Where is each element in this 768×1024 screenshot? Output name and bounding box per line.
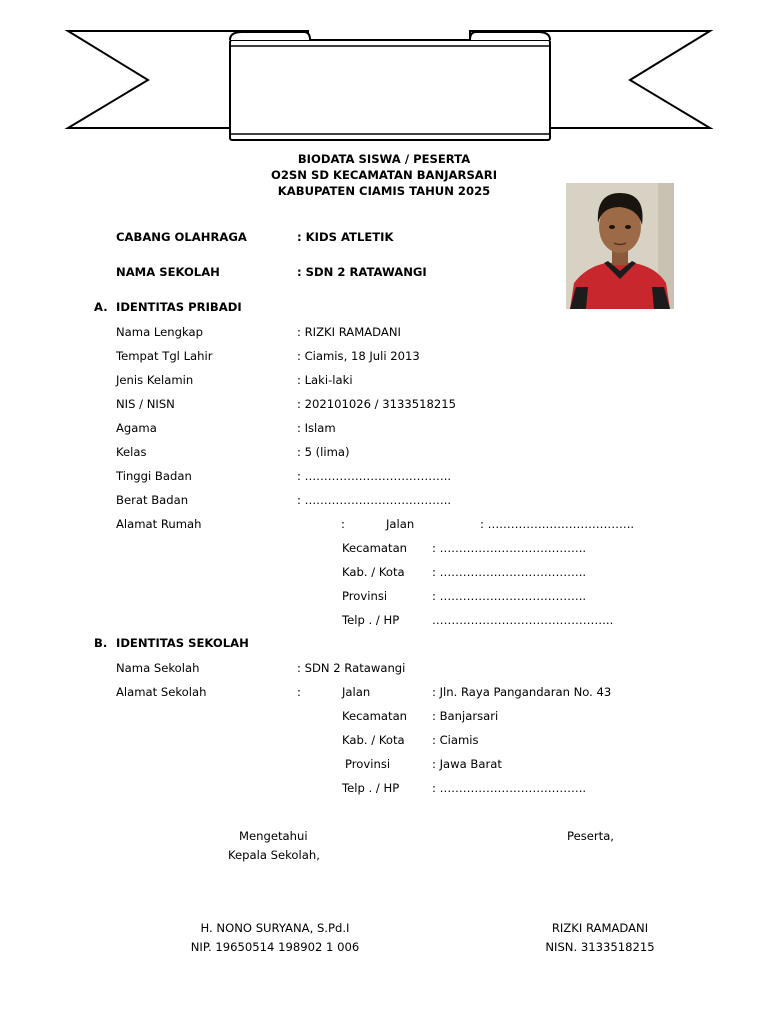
school-address-field-value: : Banjarsari xyxy=(432,709,499,723)
school-name-value: : SDN 2 RATAWANGI xyxy=(297,265,427,279)
home-address-colon: : xyxy=(341,517,345,531)
personal-field-label: Tempat Tgl Lahir xyxy=(116,349,213,363)
personal-field-label: Berat Badan xyxy=(116,493,189,507)
home-city-label: Kab. / Kota xyxy=(342,565,405,579)
student-portrait-icon xyxy=(566,183,674,309)
home-address-label: Alamat Rumah xyxy=(116,517,202,531)
school-address-label: Alamat Sekolah xyxy=(116,685,207,699)
home-city-value: : ……………………………….. xyxy=(432,565,587,579)
sign-left-line2: Kepala Sekolah, xyxy=(228,848,320,862)
section-b-letter: B. xyxy=(94,636,108,650)
header-title-line1: BIODATA SISWA / PESERTA xyxy=(297,152,471,166)
section-a-letter: A. xyxy=(94,300,108,314)
principal-nip: NIP. 19650514 198902 1 006 xyxy=(190,940,360,954)
personal-field-label: Agama xyxy=(116,421,157,435)
sport-branch-value: : KIDS ATLETIK xyxy=(297,230,394,244)
personal-field-label: Kelas xyxy=(116,445,147,459)
personal-field-label: Tinggi Badan xyxy=(116,469,192,483)
section-b-title: IDENTITAS SEKOLAH xyxy=(116,636,249,650)
home-district-label: Kecamatan xyxy=(342,541,408,555)
personal-field-value: : 5 (lima) xyxy=(297,445,350,459)
school-address-field-value: : Jln. Raya Pangandaran No. 43 xyxy=(432,685,612,699)
home-street-value: : ……………………………….. xyxy=(480,517,635,531)
personal-field-value: : 202101026 / 3133518215 xyxy=(297,397,457,411)
participant-nisn: NISN. 3133518215 xyxy=(545,940,655,954)
personal-field-label: NIS / NISN xyxy=(116,397,175,411)
school-address-field-label: Jalan xyxy=(342,685,371,699)
participant-name: RIZKI RAMADANI xyxy=(551,921,649,935)
section-a-title: IDENTITAS PRIBADI xyxy=(116,300,242,314)
personal-field-label: Jenis Kelamin xyxy=(116,373,194,387)
ribbon-banner xyxy=(60,24,720,146)
home-phone-label: Telp . / HP xyxy=(342,613,400,627)
personal-field-value: : Ciamis, 18 Juli 2013 xyxy=(297,349,420,363)
school-address-colon: : xyxy=(297,685,301,699)
home-street-label: Jalan xyxy=(386,517,415,531)
personal-field-value: : Laki-laki xyxy=(297,373,353,387)
school-name-label: NAMA SEKOLAH xyxy=(116,265,220,279)
school-address-field-value: : ……………………………….. xyxy=(432,781,587,795)
sign-left-line1: Mengetahui xyxy=(239,829,308,843)
home-district-value: : ……………………………….. xyxy=(432,541,587,555)
personal-field-value: : ……………………………….. xyxy=(297,469,452,483)
sport-branch-label: CABANG OLAHRAGA xyxy=(116,230,247,244)
school-address-field-label: Telp . / HP xyxy=(342,781,400,795)
principal-name: H. NONO SURYANA, S.Pd.I xyxy=(200,921,350,935)
student-photo xyxy=(566,183,674,309)
school-address-field-label: Provinsi xyxy=(345,757,391,771)
school-label: Nama Sekolah xyxy=(116,661,200,675)
personal-field-value: : ……………………………….. xyxy=(297,493,452,507)
school-address-field-value: : Ciamis xyxy=(432,733,479,747)
school-address-field-label: Kecamatan xyxy=(342,709,408,723)
personal-field-value: : RIZKI RAMADANI xyxy=(297,325,401,339)
personal-field-label: Nama Lengkap xyxy=(116,325,203,339)
school-address-field-label: Kab. / Kota xyxy=(342,733,405,747)
school-value: : SDN 2 Ratawangi xyxy=(297,661,406,675)
personal-field-value: : Islam xyxy=(297,421,336,435)
school-address-field-value: : Jawa Barat xyxy=(432,757,502,771)
home-province-value: : ……………………………….. xyxy=(432,589,587,603)
sign-right-line1: Peserta, xyxy=(567,829,614,843)
header-title-line2: O2SN SD KECAMATAN BANJARSARI xyxy=(270,168,498,182)
home-phone-value: ……………………………………….. xyxy=(432,613,614,627)
home-province-label: Provinsi xyxy=(342,589,388,603)
header-title-line3: KABUPATEN CIAMIS TAHUN 2025 xyxy=(277,184,491,198)
